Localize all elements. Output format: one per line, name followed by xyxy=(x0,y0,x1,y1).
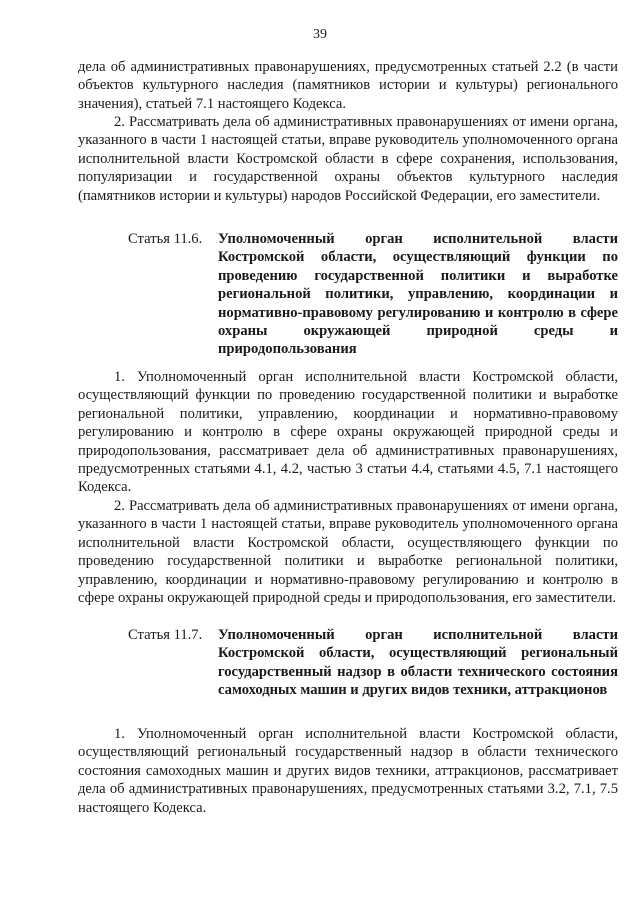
article-11-6-heading xyxy=(104,230,618,359)
page-number: 39 xyxy=(313,27,327,42)
article-11-6-label: Статья 11.6. xyxy=(128,231,203,247)
article-11-7-title: Уполномоченный орган исполнительной власти Костромской области, осуществляющий региональный государственный надзор в области технического состояния самоходных машин и других видов техники, аттракционов xyxy=(218,627,618,699)
article-11-7-label: Статья 11.7. xyxy=(128,627,203,643)
article-11-7-heading xyxy=(104,626,618,700)
article-11-6-paragraph-2: 2. Рассматривать дела об административных правонарушениях от имени органа, указанного в части 1 настоящей статьи, вправе руководитель уполномоченного органа исполнительной власти Костромской области, осуществляющего функции по проведению государственной политики и выработке региональной политики, управлению, координации и нормативно-правовому регулированию и контролю в сфере охраны окружающей природной среды и природопользования, его заместители. xyxy=(78,498,618,607)
article-11-7-paragraph-1: 1. Уполномоченный орган исполнительной власти Костромской области, осуществляющий региональный государственный надзор в области технического состояния самоходных машин и других видов техники, аттракционов, рассматривает дела об административных правонарушениях, предусмотренных статьями 3.2, 7.1, 7.5 настоящего Кодекса. xyxy=(78,726,618,816)
article-11-6-title: Уполномоченный орган исполнительной власти Костромской области, осуществляющий функции по проведению государственной политики и выработке региональной политики, управлению, координации и нормативно-правовому регулированию и контролю в сфере охраны окружающей природной среды и природопользования xyxy=(218,231,618,358)
intro-paragraph-2: 2. Рассматривать дела об административных правонарушениях от имени органа, указанного в части 1 настоящей статьи, вправе руководитель уполномоченного органа исполнительной власти Костромской области в сфере сохранения, использования, популяризации и государственной охраны объектов культурного наследия (памятников истории и культуры) народов Российской Федерации, его заместители. xyxy=(78,114,618,204)
article-11-6-paragraph-1: 1. Уполномоченный орган исполнительной власти Костромской области, осуществляющий функции по проведению государственной политики и выработке региональной политики, управлению, координации и нормативно-правовому регулированию и контролю в сфере охраны окружающей природной среды и природопользования, рассматривает дела об административных правонарушениях, предусмотренных статьями 4.1, 4.2, частью 3 статьи 4.4, статьями 4.5, 7.1 настоящего Кодекса. xyxy=(78,369,618,496)
intro-paragraph-continuation: дела об административных правонарушениях, предусмотренных статьей 2.2 (в части объектов культурного наследия (памятников истории и культуры) регионального значения), статьей 7.1 настоящего Кодекса. xyxy=(78,59,618,112)
